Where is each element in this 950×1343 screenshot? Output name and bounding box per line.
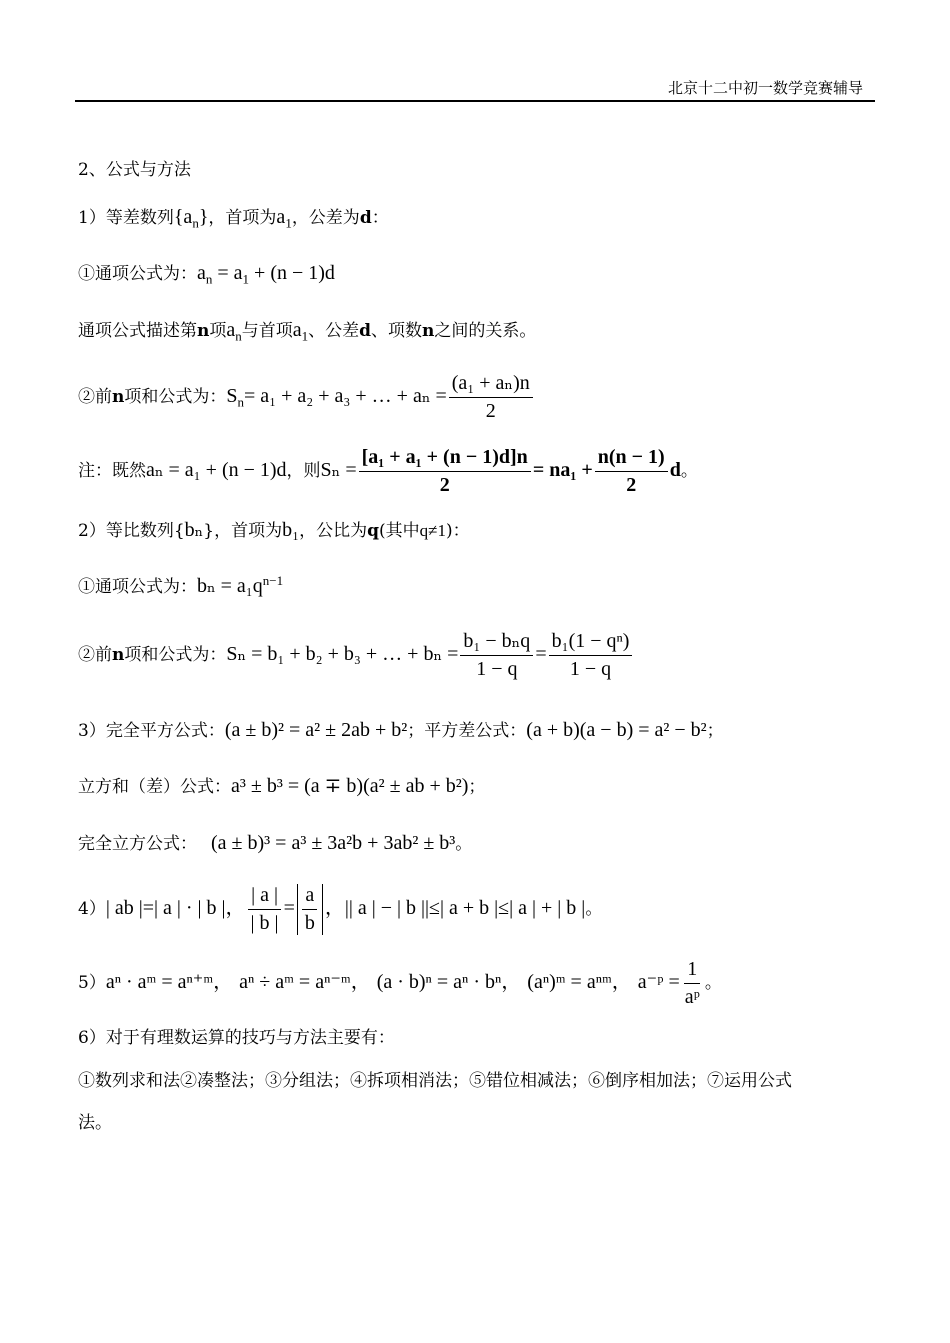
geo-sum-label: ②前 [78,645,112,665]
techniques-list-text1: ①数列求和法②凑整法；③分组法；④拆项相消法；⑤错位相减法；⑥倒序相加法；⑦运用公式 [78,1071,792,1091]
arith-general-formula [197,262,335,287]
desc-an-base: a [226,319,236,341]
geo-sum-eq: = [535,643,547,665]
geo-sum-num1: b₁ − bₙq [460,630,533,656]
arith-general-term [78,259,335,285]
geo-paren: (其中 [379,521,420,541]
desc-a1-sub: 1 [301,328,309,344]
abs-fraction1 [248,884,282,935]
desc-a1-base: a [292,319,302,341]
arith-sum-n: n [112,387,125,407]
geo-sum-n: n [112,645,125,665]
abs-num1: | a | [248,884,281,910]
note-den1: 2 [439,474,450,496]
arith-sum-den: 2 [485,400,496,422]
note-den2: 2 [626,474,637,496]
arith-description [78,316,536,342]
note-expr2: Sₙ = [320,459,357,481]
geo-sum-num2: b₁(1 − qⁿ) [549,630,633,656]
square-end: ； [706,721,724,741]
geo-intro2: }，首项为 [203,521,283,541]
techniques-list-line2 [78,1108,112,1133]
note-fraction2 [595,446,668,497]
desc-t4: 、公差 [308,321,360,341]
arith-sum-label: ②前 [78,387,112,407]
note-label: 注：既然 [78,461,146,481]
arith-seq-open: {a [173,206,193,228]
desc-t6: 之间的关系。 [434,321,537,341]
arith-seq-close: } [198,206,209,228]
geo-general-formula [197,572,284,597]
square-sep: ；平方差公式： [407,721,527,741]
geo-first: b₁ [282,519,300,541]
arith-sum-num: (a₁ + aₙ)n [449,372,533,398]
cube-expr: (a ± b)³ = a³ ± 3a²b + 3ab² ± b³ [211,832,456,854]
geo-sum-fraction1 [460,630,533,681]
arith-general-a: a [197,262,206,284]
techniques-list-line1 [78,1066,792,1091]
note-expr3: = na₁ + [532,459,593,481]
cube-label: 完全立方公式： [78,834,197,854]
geo-sum-fraction2 [549,630,633,681]
arith-general-rest: = a [212,262,243,284]
arith-sum-lhs [226,385,244,410]
abs-fraction2 [302,884,318,935]
note-fraction1 [359,446,531,497]
desc-t2: 项 [209,321,227,341]
desc-t5: 、项数 [371,321,423,341]
abs-bars [297,884,323,935]
arith-sum-expr: = a₁ + a₂ + a₃ + … + aₙ = [244,385,447,407]
desc-n: n [197,321,210,341]
geo-sum-den1: 1 − q [476,658,518,680]
geo-intro3: ，公比为 [299,521,368,541]
section-title-text: 2、公式与方法 [78,160,191,180]
exp-rule4: (aⁿ)ᵐ = aⁿᵐ， [527,971,632,993]
arith-first-term-base: a [276,206,286,228]
arith-sum-lhs-base: S [226,385,238,407]
geo-cond: q≠1 [419,521,446,540]
cube-sum-label: 立方和（差）公式： [78,777,231,797]
abs-den2: b [304,912,315,934]
geo-sum-den2: 1 − q [569,658,612,680]
desc-d: d [359,321,372,341]
geo-general-label: ①通项公式为： [78,577,197,597]
geo-q: q [367,521,379,541]
geo-intro-text: 2）等比数列{ [78,521,185,541]
square-formula: (a ± b)² = a² ± 2ab + b² [224,719,408,741]
cube-formula [78,829,472,855]
desc-an [226,319,242,344]
note-expr4: d [669,459,681,481]
arith-first-term [276,206,292,231]
geo-seq: bₙ [184,519,204,541]
geo-intro [78,516,470,542]
geo-sum [78,630,634,681]
techniques-list-text2: 法。 [78,1113,112,1133]
exp-num: 1 [684,958,700,984]
geo-end: )： [445,521,470,541]
arith-seq-symbol [173,206,209,231]
arith-sum-fraction [449,372,533,423]
section-title [78,155,191,180]
exp-fraction [682,958,703,1009]
exp-rule5: a⁻ᵖ = [637,971,680,993]
geo-general-lhs: bₙ = a₁q [197,575,263,597]
diff-squares-formula: (a + b)(a − b) = a² − b² [526,719,707,741]
arith-sum-lhs-sub: n [237,394,244,410]
arith-general-tail: + (n − 1)d [249,262,335,284]
abs-eq: = [283,897,295,919]
geo-general-exp: n−1 [262,572,284,588]
cube-end: 。 [455,834,473,854]
cube-sum-end: ； [468,777,486,797]
arith-diff: d [359,208,372,228]
exp-den: aᵖ [684,986,700,1008]
note-expr1: aₙ = a₁ + (n − 1)d [146,459,287,481]
exp-end: 。 [704,973,722,993]
arith-general-label: ①通项公式为： [78,264,197,284]
header-text: 北京十二中初一数学竞赛辅导 [667,79,863,97]
exp-rule2: aⁿ ÷ aᵐ = aⁿ⁻ᵐ， [239,971,371,993]
note-num2: n(n − 1) [595,446,668,472]
note-mid: ，则 [286,461,321,481]
arith-intro-prefix: 1）等差数列 [78,208,174,228]
desc-an-sub: n [235,328,242,344]
abs-product: | ab |=| a | · | b |， [105,897,246,919]
geo-sum-expr: Sₙ = b₁ + b₂ + b₃ + … + bₙ = [226,643,459,665]
cube-sum-expr: a³ ± b³ = (a ∓ b)(a² ± ab + b²) [231,775,469,797]
desc-t1: 通项公式描述第 [78,321,197,341]
cube-sum-formula [78,772,485,798]
note-end: 。 [680,461,698,481]
desc-t3: 与首项 [241,321,293,341]
exp-rule1: aⁿ · aᵐ = aⁿ⁺ᵐ， [105,971,234,993]
note-num1: [a₁ + a₁ + (n − 1)d]n [359,446,531,472]
arith-intro-end: ： [371,208,389,228]
square-label: 3）完全平方公式： [78,721,225,741]
arith-general-rest-sub: 1 [242,271,250,287]
geo-general-term [78,572,283,598]
abs-end: 。 [585,899,603,919]
arith-intro [78,203,389,229]
geo-sum-label2: 项和公式为： [124,645,227,665]
techniques-title-text: 6）对于有理数运算的技巧与方法主要有： [78,1028,395,1048]
arith-first-term-sub: 1 [285,215,292,231]
exp-rule3: (a · b)ⁿ = aⁿ · bⁿ， [376,971,522,993]
exp-label: 5） [78,973,106,993]
arith-note [78,446,698,497]
abs-formulas [78,884,602,935]
abs-den1: | b | [250,912,279,934]
arith-seq-sub: n [192,215,199,231]
abs-label: 4） [78,899,106,919]
exponent-rules [78,958,722,1009]
page-header [75,74,875,102]
arith-intro-mid2: ，公差为 [291,208,360,228]
arith-intro-mid: ，首项为 [208,208,277,228]
arith-sum [78,372,535,423]
arith-general-a-sub: n [205,271,213,287]
abs-num2: a [302,884,317,910]
desc-a1 [292,319,309,344]
desc-n2: n [422,321,435,341]
square-formulas [78,716,724,742]
arith-sum-label2: 项和公式为： [124,387,227,407]
techniques-title [78,1023,395,1048]
abs-triangle: ，|| a | − | b ||≤| a + b |≤| a | + | b | [324,897,586,919]
